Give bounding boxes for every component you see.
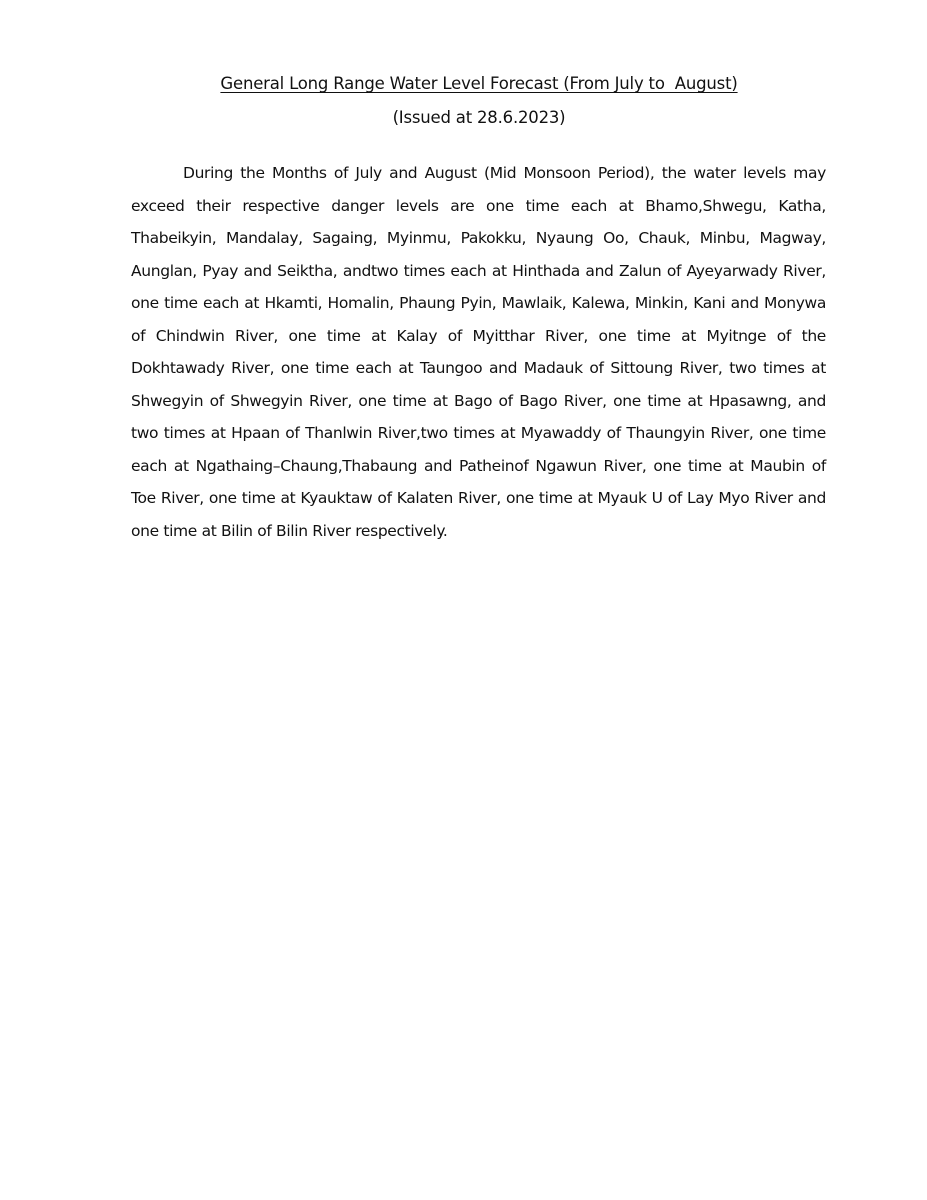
- document-title: General Long Range Water Level Forecast (From July to August): [220, 74, 738, 93]
- forecast-paragraph: During the Months of July and August (Mid Monsoon Period), the water levels may exceed their respective danger levels are one time each at Bhamo,Shwegu, Katha, Thabeikyin, Mandalay, Sagaing, Myinmu, Pakokku, Nyaung Oo, Chauk, Minbu, Magway, Aunglan, Pyay and Seiktha, andtwo times each at Hinthada and Zalun of Ayeyarwady River, one time each at Hkamti, Homalin, Phaung Pyin, Mawlaik, Kalewa, Minkin, Kani and Monywa of Chindwin River, one time at Kalay of Myitthar River, one time at Myitnge of the Dokhtawady River, one time each at Taungoo and Madauk of Sittoung River, two times at Shwegyin of Shwegyin River, one time at Bago of Bago River, one time at Hpasawng, and two times at Hpaan of Thanlwin River,two times at Myawaddy of Thaungyin River, one time each at Ngathaing–Chaung,Thabaung and Patheinof Ngawun River, one time at Maubin of Toe River, one time at Kyauktaw of Kalaten River, one time at Myauk U of Lay Myo River and one time at Bilin of Bilin River respectively.: [131, 164, 826, 540]
- issued-date: (Issued at 28.6.2023): [392, 108, 566, 127]
